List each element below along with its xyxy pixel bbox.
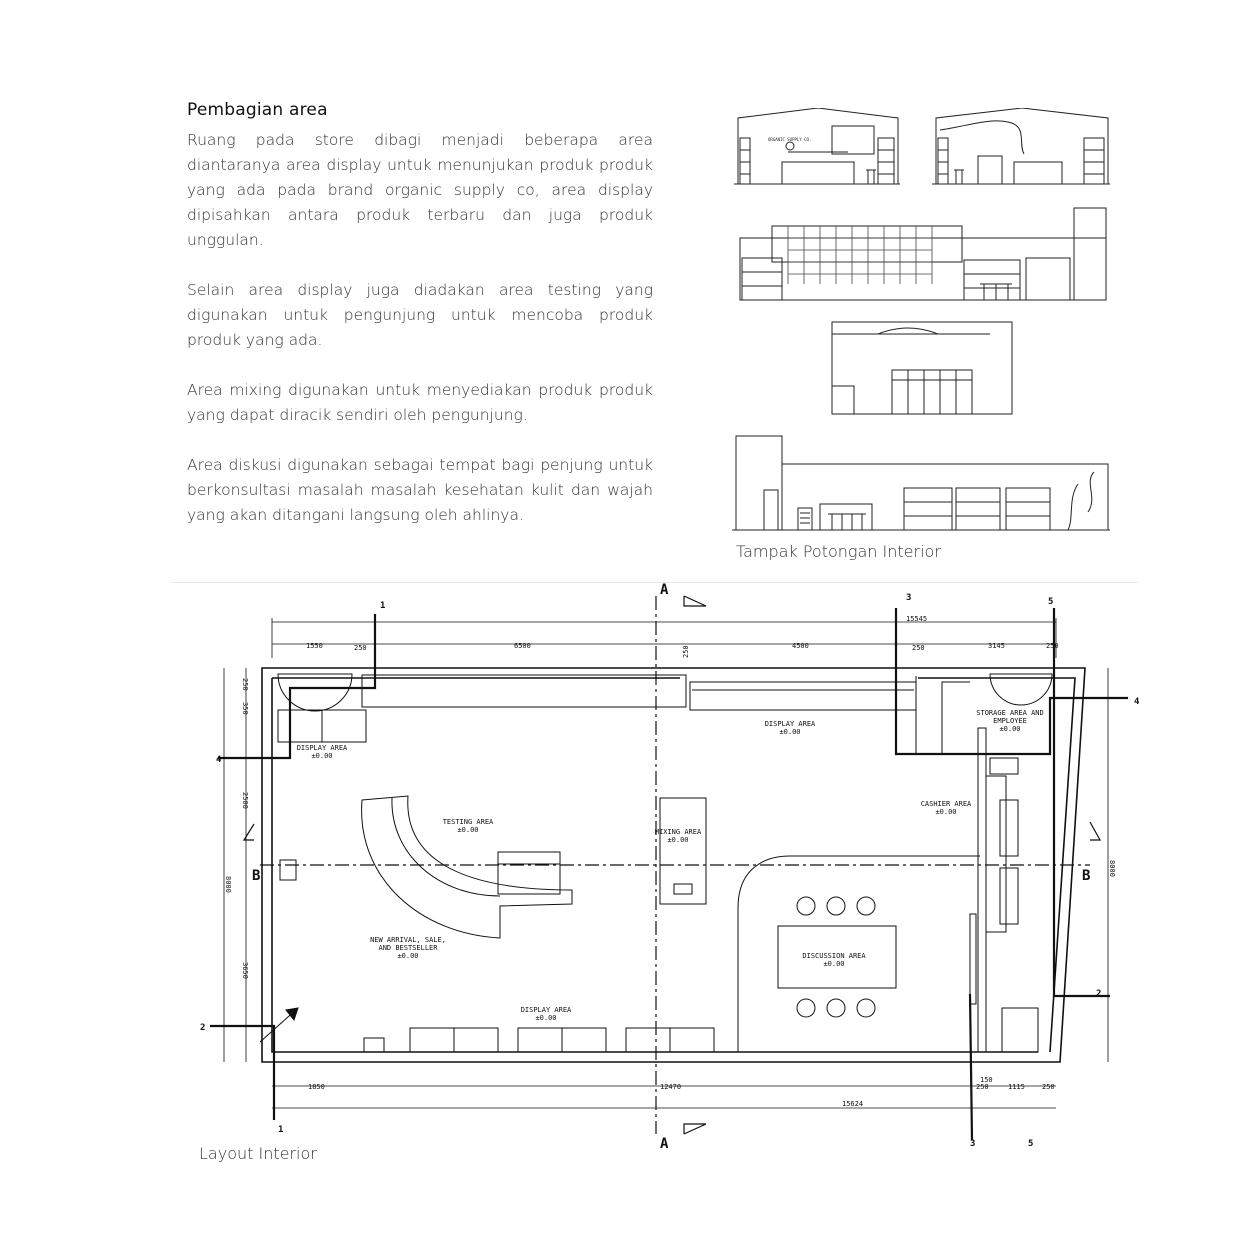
section-view-1: [734, 108, 900, 184]
dim-top-total: 15545: [906, 615, 928, 623]
dim-top-5: 4500: [792, 642, 809, 650]
level-testing: ±0.00: [457, 826, 479, 834]
section-mark-5-top: 5: [1048, 597, 1054, 607]
label-storage: STORAGE AREA AND: [976, 709, 1044, 717]
paragraph-display: Ruang pada store dibagi menjadi beberapa area diantaranya area display untuk menunjukan produk produk yang ada pada brand organic supply co, area display dipisahkan antara produk terbaru dan juga produk unggulan.: [187, 131, 653, 249]
mixing-island: [660, 798, 706, 904]
dim-bottom-1: 1850: [308, 1083, 325, 1091]
dim-left-d: 3650: [241, 962, 249, 979]
paragraph-mixing: Area mixing digunakan untuk menyediakan produk produk yang dapat diracik sendiri oleh pengunjung.: [187, 381, 653, 424]
dim-top-4: 250: [682, 645, 690, 658]
section-view-4: [832, 322, 1012, 414]
section-mark-2-left: 2: [200, 1023, 206, 1033]
label-new-arrival-1: NEW ARRIVAL, SALE,: [370, 936, 446, 944]
axis-lines: [260, 596, 1090, 1134]
section-mark-a-top: A: [660, 582, 669, 598]
layout-caption: Layout Interior: [199, 1144, 317, 1163]
section-lines: [210, 608, 1128, 1140]
dim-top-6: 250: [912, 644, 925, 652]
sign-text: ORGANIC SUPPLY CO.: [768, 137, 812, 142]
section-mark-b-left: B: [252, 868, 261, 884]
label-mixing: MIXING AREA: [654, 828, 702, 836]
dim-bottom-5: 1115: [1008, 1083, 1025, 1091]
section-mark-5-bottom: 5: [1028, 1139, 1034, 1149]
section-view-3: [740, 208, 1106, 300]
intro-text: [187, 100, 653, 553]
label-testing: TESTING AREA: [442, 818, 494, 826]
dim-bottom-4: 150: [980, 1076, 993, 1084]
section-mark-2-right: 2: [1096, 989, 1102, 999]
dim-top-7: 3145: [988, 642, 1005, 650]
label-storage-2: EMPLOYEE: [993, 717, 1027, 725]
level-discussion: ±0.00: [823, 960, 845, 968]
dim-left-a: 250: [241, 678, 249, 691]
cashier-storage: [978, 728, 1038, 1052]
section-mark-1-top: 1: [380, 601, 386, 611]
level-display-top-right: ±0.00: [779, 728, 801, 736]
section-mark-3-top: 3: [906, 593, 912, 603]
chair-icon: [857, 999, 875, 1017]
section-view-5: [732, 436, 1110, 530]
dim-left-b: 350: [241, 702, 249, 715]
level-cashier: ±0.00: [935, 808, 957, 816]
dim-bottom-2: 12470: [660, 1083, 682, 1091]
fixture-icon: [280, 860, 296, 880]
dim-top: [272, 618, 1056, 658]
chair-icon: [797, 897, 815, 915]
section-mark-b-right: B: [1082, 868, 1091, 884]
section-heading: Pembagian area: [187, 100, 328, 120]
chair-icon: [857, 897, 875, 915]
chair-icon: [797, 999, 815, 1017]
top-counters: [278, 674, 1052, 754]
dim-top-3: 6500: [514, 642, 531, 650]
level-new-arrival: ±0.00: [397, 952, 419, 960]
dim-bottom-3: 250: [976, 1083, 989, 1091]
label-discussion: DISCUSSION AREA: [802, 952, 866, 960]
fixture-icon: [364, 1038, 384, 1052]
dim-left-c: 2500: [241, 792, 249, 809]
bottom-shelves: [260, 860, 714, 1052]
label-cashier: CASHIER AREA: [920, 800, 972, 808]
section-mark-3-bottom: 3: [970, 1139, 976, 1149]
paragraph-discussion: Area diskusi digunakan sebagai tempat bagi penjung untuk berkonsultasi masalah masalah kesehatan kulit dan wajah yang akan ditangani langsung oleh ahlinya.: [187, 456, 653, 524]
dim-top-8: 250: [1046, 642, 1059, 650]
label-display-bottom: DISPLAY AREA: [520, 1006, 572, 1014]
section-mark-1-bottom: 1: [278, 1125, 284, 1135]
sink-icon: [674, 884, 692, 894]
chair-icon: [827, 999, 845, 1017]
paragraph-testing: Selain area display juga diadakan area testing yang digunakan untuk pengunjung untuk mencoba produk produk yang ada.: [187, 281, 653, 349]
level-storage: ±0.00: [999, 725, 1021, 733]
section-mark-4-right: 4: [1134, 697, 1140, 707]
chair-icon: [827, 897, 845, 915]
level-mixing: ±0.00: [667, 836, 689, 844]
label-display-top-left: DISPLAY AREA: [296, 744, 348, 752]
section-mark-4-left: 4: [216, 755, 222, 765]
level-display-bottom: ±0.00: [535, 1014, 557, 1022]
dim-bottom-6: 250: [1042, 1083, 1055, 1091]
sections-caption: Tampak Potongan Interior: [736, 542, 941, 561]
section-mark-a-bottom: A: [660, 1136, 669, 1152]
floor-plan: [190, 578, 1150, 1158]
section-view-2: [932, 108, 1110, 184]
dim-left-total: 8000: [224, 876, 232, 893]
label-new-arrival-2: AND BESTSELLER: [378, 944, 438, 952]
section-drawings: [728, 108, 1118, 536]
dim-bottom-total: 15624: [842, 1100, 864, 1108]
dim-top-1: 1550: [306, 642, 323, 650]
dim-right-total: 8000: [1108, 860, 1116, 877]
dim-top-2: 250: [354, 644, 367, 652]
level-display-top-left: ±0.00: [311, 752, 333, 760]
label-display-top-right: DISPLAY AREA: [764, 720, 816, 728]
